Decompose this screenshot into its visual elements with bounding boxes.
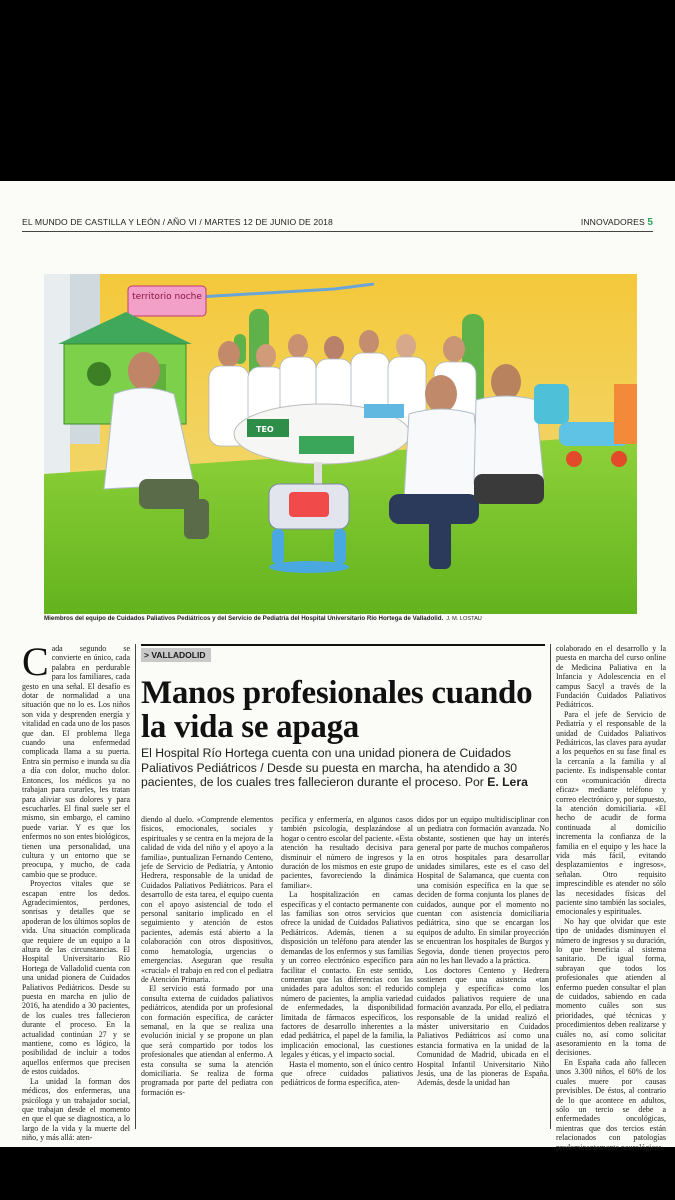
column-5 <box>556 644 666 1152</box>
header-section-label: INNOVADORES <box>580 217 645 227</box>
page-number: 5 <box>647 217 653 228</box>
newspaper-page <box>0 181 675 1152</box>
photo-caption <box>44 615 644 622</box>
photo-credit: J. M. LOSTAU <box>446 616 482 622</box>
col1-paragraph-3: La unidad la forman dos médicos, dos enfermeras, una psicóloga y un trabajador social, que trabajan desde el momento en que el que se diagnostica, a lo largo de la vida y la muerte del niño, y más allá: aten- <box>22 1076 130 1143</box>
column-1 <box>22 639 131 1143</box>
article-deck <box>141 746 551 790</box>
header-rule <box>22 231 653 232</box>
column-divider <box>135 644 136 1129</box>
col5-paragraph-1: colaborado en el desarrollo y la puesta en marcha del curso online de Medicina Paliativa en la Infancia y Adolescencia en el campus Sacyl a través de la Fundación Cuidados Paliativos Pediátricos. <box>556 644 666 710</box>
col2-paragraph-2: El servicio está formado por una consulta externa de cuidados paliativos pediátricos, atendida por un profesional con formación específica, de carácter semanal, en la que se realiza una evolución inicial y se propone un plan que será compartido por todos los profesionales que atiendan al enfermo. A esta consulta se suma la atención domiciliaria. Se realiza de forma programada por parte del pediatra con formación es- <box>141 984 273 1097</box>
col5-paragraph-4: En España cada año fallecen unos 3.300 niños, el 60% de los cuales muere por causas previsibles. De éstos, al contrario de lo que acontece en adultos, sólo un tercio se debe a enfermedades oncológicas, mientras que dos tercios están relacionados con patologías predominantemente neurológicas. <box>556 1057 666 1152</box>
column-4 <box>417 815 549 1129</box>
header-publication-line: EL MUNDO DE CASTILLA Y LEÓN / AÑO VI / MARTES 12 DE JUNIO DE 2018 <box>22 217 333 227</box>
toy-box-text: TEO <box>256 425 274 434</box>
col1-paragraph-1: ada segundo se convierte en único, cada palabra en perdurable para los familiares, cada gesto en una señal. El desafío es dotar de normalidad a una situación que no lo es. Los niños son vida y desprenden energía y vitalidad en cada uno de los pasos que dan. El problema llega cuando una enfermedad complicada llama a su puerta. Entra sin permiso e inunda su día a día con dolor, mucho dolor. Entonces, los médicos ya no trabajan para curarles, les tratan para aliviar sus dolores y para escucharles. El final suele ser el mismo, sin embargo, el camino puede variar. Y es que los enfermos no son entes biológicos, tienen una personalidad, una cultura y un entorno que se preocupa, y mucho, de cada cambio que se produce. <box>22 644 131 879</box>
col4-paragraph-1: didos por un equipo multidisciplinar con un pediatra con formación avanzada. No obstante, sostienen que hay un interés general por parte de muchos compañeros en otros hospitales para desarrollar unidades similares, este es el caso del Hospital de Salamanca, que cuenta con una comisión específica en la que se deciden de forma conjunta los planes de cuidados, aunque por el momento no cuentan con asistencia domiciliaria pediátrica, sino que se encargan los equipos de adulto. En similar proyección se encuentran los hospitales de Burgos y Segovia, donde tienen proyectos pero aún no les han llevado a la práctica. <box>417 815 549 966</box>
deck-text: El Hospital Río Hortega cuenta con una unidad pionera de Cuidados Paliativos Pediátricos / Desde su puesta en marcha, ha atendido a 30 pacientes, de los cuales tres fallecieron durante el proceso. Por <box>141 746 518 789</box>
col3-paragraph-1: pecífica y enfermería, en algunos casos también psicología, desplazándose al hogar o centro escolar del paciente. «Esta atención ha resultado decisiva para disminuir el número de ingresos y la duración de los mismos en este grupo de pacientes, favoreciendo la dinámica familiar». <box>281 815 414 890</box>
col3-paragraph-3: Hasta el momento, son el único centro que ofrece cuidados paliativos pediátricos de forma específica, aten- <box>281 1059 413 1088</box>
col5-paragraph-2: Para el jefe de Servicio de Pediatría y el responsable de la unidad de Cuidados Paliativos Pediátricos, las claves para ayudar a los pequeños en su fase final es la cercanía a la familia y al paciente. Es indispensable contar con «comunicación directa eficaz» mediante teléfono y correo electrónico y, por supuesto, la atención domiciliaria. «El hecho de acudir de forma continuada al domicilio incrementa la confianza de la familia en el equipo y les hace la vida más fácil, evitando desplazamientos e ingresos», señalan. Otro requisito imprescindible es atender no sólo las necesidades físicas del paciente sino también las sociales, emocionales y espirituales. <box>556 709 666 917</box>
col1-paragraph-2: Proyectos vitales que se escapan entre los dedos. Agradecimientos, perdones, sonrisas y detalles que se apoderan de los últimos soplos de vida. Una situación complicada que requiere de un equipo a la altura de las circunstancias. El Hospital Universitario Río Hortega de Valladolid cuenta con una unidad pionera de Cuidados Paliativos Pediátricos. Desde su puesta en marcha en julio de 2016, ha atendido a 30 pacientes, de los cuales tres fallecieron durante el proceso. En la actualidad continúan 27 y se mantiene, como es lógico, la posibilidad de incluir a todos aquellos enfermos que precisen de estos cuidados. <box>22 879 130 1077</box>
column-divider-right <box>550 644 551 1129</box>
col4-paragraph-2: Los doctores Centeno y Hedrera sostienen que una asistencia «tan compleja y específica» como los cuidados paliativos requiere de una formación avanzada. Por ello, el pediatra responsable de la unidad realizó el máster universitario en Cuidados Paliativos Pediátricos así como una estancia formativa en la unidad de la Comunidad de Madrid, ubicada en el Hospital Infantil Universitario Niño Jesús, una de las pioneras de España. Además, desde la unidad han <box>417 965 549 1088</box>
drop-cap: C <box>22 639 49 684</box>
col3-paragraph-2: La hospitalización en camas específicas y el contacto permanente con las familias son otros servicios que ofrece la unidad de Cuidados Paliativos Pediátricos. Además, tienen a su disposición un teléfono para atender las demandas de los enfermos y sus familias y un correo electrónico específico para facilitar el contacto. En este sentido, comentan que las diferencias con las unidades para adultos son: el reducido número de pacientes, la amplia variedad de enfermedades, la disponibilidad limitada de fármacos específicos, los factores de desarrollo inherentes a la edad pediátrica, el papel de la familia, la implicación emocional, las cuestiones legales y éticas, y el impacto social. <box>281 890 413 1060</box>
column-2 <box>141 815 273 1129</box>
headline: Manos profesionales cuando la vida se apaga <box>141 675 533 745</box>
column-3 <box>281 815 413 1129</box>
page-header <box>22 217 653 231</box>
byline-author: E. Lera <box>487 775 528 789</box>
wall-sign-text: territorio noche <box>132 292 202 302</box>
col5-paragraph-3: No hay que olvidar que este tipo de unidades disminuyen el número de ingresos y su duración, lo que beneficia al sistema sanitario. De igual forma, subrayan que todos los profesionales que atienden al enfermo pueden consultar el plan de cuidados, sabiendo en cada momento cuáles son sus prioridades, qué técnicas y procedimientos deben realizarse y cuáles no, así como solicitar asesoramiento en la toma de decisiones. <box>556 916 666 1058</box>
article-photo <box>44 274 637 614</box>
section-bar <box>141 644 545 663</box>
header-section <box>581 217 653 228</box>
section-tag: > VALLADOLID <box>141 648 211 662</box>
right-toy <box>534 384 569 424</box>
team-photo-illustration <box>44 274 637 614</box>
caption-text: Miembros del equipo de Cuidados Paliativos Pediátricos y del Servicio de Pediatría del Hospital Universitario Río Hortega de Valladolid. <box>44 615 444 622</box>
col2-paragraph-1: diendo al duelo. «Comprende elementos físicos, emocionales, sociales y espirituales y se centra en la mejora de la calidad de vida del niño y el apoyo a la familia», puntualizan Fernando Centeno, jefe de Servicio de Pediatría, y Antonio Hedrera, responsable de la unidad de Cuidados Paliativos Pediátricos. Para el desarrollo de esta tarea, el equipo cuenta con el apoyo asistencial de todo el personal sanitario implicado en el seguimiento y atención de estos pacientes, además está abierto a la colaboración con otros dispositivos, como hematología, urgencias o emergencias. Aseguran que resulta «crucial» el trabajo en red con el pediatra de Atención Primaria. <box>141 815 273 984</box>
